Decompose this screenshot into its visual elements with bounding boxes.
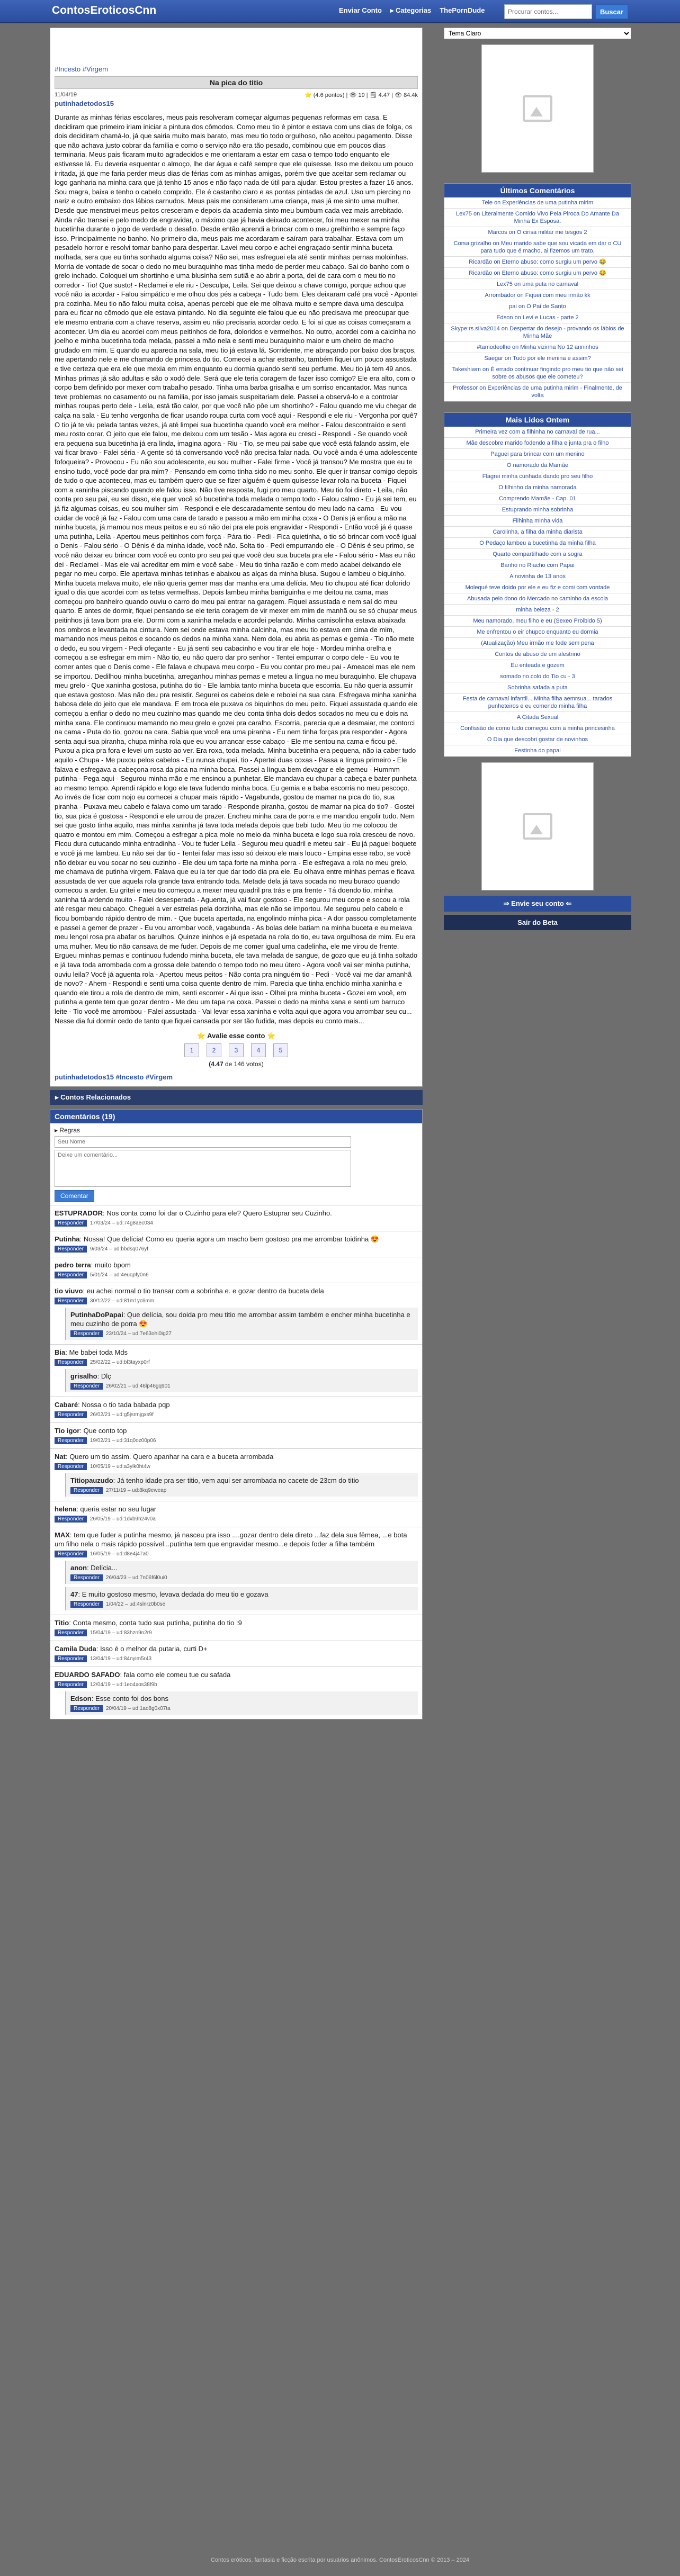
rating-score: (4.47 bbox=[209, 1060, 223, 1068]
search-input[interactable] bbox=[504, 4, 592, 19]
reply-date: 26/04/23 – ud:7n06f6l0ui0 bbox=[105, 1575, 167, 1581]
reply-button[interactable]: Responder bbox=[55, 1551, 87, 1557]
most-read-link[interactable]: Molequé teve doido por ele e eu fiz e comi com vontade bbox=[465, 584, 610, 591]
most-read-item bbox=[444, 427, 631, 438]
reply-button[interactable]: Responder bbox=[70, 1487, 103, 1494]
reply-button[interactable]: Responder bbox=[55, 1272, 87, 1278]
latest-comment-link[interactable]: Skype:rs.silva2014 on Despertar do desejo - provando os lábios de Minha Mãe bbox=[451, 326, 624, 339]
most-read-link[interactable]: Festinha do papai bbox=[514, 747, 561, 754]
comment-text: tio viuvo: eu achei normal o tio transar com a sobrinha e. e gozar dentro da buceta dela bbox=[55, 1287, 324, 1295]
ad-space bbox=[55, 31, 418, 63]
most-read-item bbox=[444, 712, 631, 723]
story-tags bbox=[55, 65, 418, 73]
reply-text: PutinhaDoPapai: Que delícia, sou doida pro meu titio me arrombar assim também e encher minha bucetinha e meu cuzinho de porra 😍 bbox=[70, 1311, 410, 1328]
comment-text: Bia: Me babei toda Mds bbox=[55, 1348, 128, 1357]
comment-body: Isso é o melhor da putaria, curti D+ bbox=[100, 1645, 208, 1653]
comment-item bbox=[50, 1205, 422, 1231]
comment-author: MAX bbox=[55, 1531, 70, 1539]
sidebar-ad-2 bbox=[481, 762, 594, 890]
most-read-link[interactable]: Banho no Riacho com Papai bbox=[500, 562, 575, 569]
latest-comment-link[interactable]: Corsa grizalho on Meu marido sabe que sou vicada em dar o CU para tudo que é macho, ai fizemos um trato. bbox=[453, 240, 622, 254]
most-read-item bbox=[444, 605, 631, 616]
most-read-item bbox=[444, 505, 631, 516]
latest-comment-item bbox=[444, 227, 631, 238]
comment-meta bbox=[55, 1411, 418, 1418]
most-read-item bbox=[444, 516, 631, 527]
latest-comment-item bbox=[444, 312, 631, 323]
story-body bbox=[55, 113, 418, 1025]
most-read-item bbox=[444, 693, 631, 712]
sidebar-ad bbox=[481, 44, 594, 173]
comment-body: Nos conta como foi dar o Cuzinho para ele? Quero Estuprar seu Cuzinho. bbox=[106, 1209, 332, 1218]
latest-comment-link[interactable]: Ricardão on Eterno abuso: como surgiu um pervo 😂 bbox=[469, 270, 606, 276]
most-read-item bbox=[444, 616, 631, 627]
reply-author: anon bbox=[70, 1564, 87, 1572]
rate-button-3[interactable]: 3 bbox=[229, 1043, 244, 1057]
tag-link[interactable]: #Virgem bbox=[82, 65, 108, 73]
comment-body: fala como ele comeu tue cu safada bbox=[123, 1671, 231, 1679]
site-logo[interactable]: ContosEroticosCnn bbox=[52, 4, 157, 16]
reply-text: Edson: Esse conto foi dos bons bbox=[70, 1695, 168, 1703]
related-stories-toggle[interactable]: ▸ Contos Relacionados bbox=[50, 1090, 423, 1105]
comment-item bbox=[50, 1422, 422, 1448]
comment-text: pedro terra: muito bpom bbox=[55, 1261, 131, 1269]
story-stats: ⭐ (4.6 pontos) | 👁 19 | 🗒 4.47 | 👁 84.4k bbox=[305, 92, 418, 98]
most-read-link[interactable]: Estuprando minha sobrinha bbox=[502, 507, 574, 513]
most-read-item bbox=[444, 582, 631, 593]
comment-list bbox=[50, 1205, 422, 1719]
most-read-item bbox=[444, 571, 631, 582]
comment-date: 9/03/24 – ud:bbdsq076yf bbox=[90, 1246, 149, 1253]
latest-comment-item bbox=[444, 268, 631, 279]
comment-reply bbox=[65, 1561, 418, 1584]
reply-body: Dlç bbox=[101, 1372, 111, 1381]
comment-item bbox=[50, 1448, 422, 1501]
reply-date: 23/10/24 – ud:7e63ohi0ig27 bbox=[105, 1331, 172, 1337]
comment-author: Bia bbox=[55, 1348, 66, 1357]
latest-comment-item bbox=[444, 290, 631, 301]
author-link[interactable]: putinhadetodos15 bbox=[55, 100, 114, 107]
reply-body: Delícia... bbox=[91, 1564, 118, 1572]
comment-item bbox=[50, 1615, 422, 1641]
comment-body: Que conto top bbox=[83, 1427, 127, 1435]
comment-text: Tio igor: Que conto top bbox=[55, 1427, 127, 1435]
most-read-link[interactable]: Meu namorado, meu filho e eu (Sexeo Proibido 5) bbox=[473, 618, 602, 624]
most-read-item bbox=[444, 723, 631, 734]
reply-author: PutinhaDoPapai bbox=[70, 1311, 123, 1319]
main-column bbox=[50, 28, 423, 1719]
comment-author: ESTUPRADOR bbox=[55, 1209, 103, 1218]
latest-comments-heading: Últimos Comentários bbox=[444, 184, 631, 197]
reply-date: 1/04/22 – ud:4slnrz0b0se bbox=[105, 1601, 166, 1608]
rate-button-2[interactable]: 2 bbox=[207, 1043, 221, 1057]
comment-meta bbox=[55, 1359, 418, 1366]
reply-body: E muito gostoso mesmo, levava dedada do meu tio e gozava bbox=[82, 1590, 269, 1599]
comments-section bbox=[50, 1109, 423, 1719]
reply-author: grisalho bbox=[70, 1372, 97, 1381]
comment-reply bbox=[65, 1691, 418, 1715]
reply-button[interactable]: Responder bbox=[55, 1516, 87, 1523]
comment-body: Quero um tio assim. Quero apanhar na cara e a buceta arrombada bbox=[69, 1453, 274, 1461]
comment-author: tio viuvo bbox=[55, 1287, 83, 1295]
rating-title: ⭐ Avalie esse conto ⭐ bbox=[196, 1032, 276, 1040]
most-read-panel bbox=[444, 412, 631, 757]
most-read-item bbox=[444, 471, 631, 482]
most-read-item bbox=[444, 682, 631, 693]
comment-author: EDUARDO SAFADO bbox=[55, 1671, 120, 1679]
reply-date: 26/02/21 – ud:46lp46gq901 bbox=[105, 1383, 171, 1390]
latest-comment-link[interactable]: pai on O Pai de Santo bbox=[509, 303, 566, 310]
comment-date: 10/05/19 – ud:a3ylk0ht4w bbox=[90, 1464, 150, 1470]
reply-text: grisalho: Dlç bbox=[70, 1372, 111, 1381]
latest-comment-link[interactable]: Tele on Experiências de uma putinha mirim bbox=[481, 200, 594, 206]
most-read-item bbox=[444, 593, 631, 605]
most-read-item bbox=[444, 527, 631, 538]
most-read-link[interactable]: Confissão de como tudo começou com a minha princesinha bbox=[460, 725, 615, 732]
reply-meta bbox=[70, 1705, 414, 1712]
reply-button[interactable]: Responder bbox=[55, 1411, 87, 1418]
latest-comment-link[interactable]: Ricardão on Eterno abuso: como surgiu um pervo 😂 bbox=[469, 259, 606, 265]
header-bar bbox=[0, 0, 680, 23]
comment-author: Putinha bbox=[55, 1235, 80, 1244]
comment-item bbox=[50, 1527, 422, 1615]
reply-button[interactable]: Responder bbox=[70, 1574, 103, 1581]
comment-body: Me babei toda Mds bbox=[69, 1348, 128, 1357]
most-read-link[interactable]: somado no colo do Tio cu - 3 bbox=[500, 673, 575, 680]
sidebar bbox=[444, 28, 631, 930]
most-read-item bbox=[444, 549, 631, 560]
most-read-link[interactable]: O Pedaço lambeu a bucetinha da minha filha bbox=[479, 540, 596, 546]
most-read-link[interactable]: Festa de carnaval infantil... Minha filha aemrsua... tarados punheteiros e eu comendo minha filha bbox=[462, 696, 613, 709]
most-read-link[interactable]: Mãe descobre marido fodendo a filha e junta pra o filho bbox=[466, 440, 609, 446]
most-read-item bbox=[444, 482, 631, 493]
reply-body: Já tenho idade pra ser titio, vem aqui ser arrombada no cacete de 23cm do titio bbox=[117, 1476, 359, 1485]
tag-link[interactable]: #Virgem bbox=[145, 1073, 173, 1082]
comment-author: Cabaré bbox=[55, 1401, 78, 1409]
most-read-item bbox=[444, 449, 631, 460]
most-read-list bbox=[444, 427, 631, 756]
latest-comment-link[interactable]: Lex75 on uma puta no carnaval bbox=[496, 281, 579, 287]
comment-date: 12/04/19 – ud:1eo4xos38f9b bbox=[90, 1682, 157, 1688]
reply-button[interactable]: Responder bbox=[55, 1629, 87, 1636]
reply-author: Titiopauzudo bbox=[70, 1476, 113, 1485]
latest-comment-link[interactable]: Lex75 on Literalmente Comido Vivo Pela Piroca Do Amante Da Minha Ex Esposa. bbox=[456, 211, 619, 224]
reply-body: Esse conto foi dos bons bbox=[95, 1695, 168, 1703]
nav-send-story[interactable]: Enviar Conto bbox=[339, 6, 382, 14]
comment-item bbox=[50, 1397, 422, 1422]
comment-text: Titio: Conta mesmo, conta tudo sua putinha, putinha do tio :9 bbox=[55, 1619, 242, 1627]
reply-meta bbox=[70, 1330, 414, 1337]
most-read-item bbox=[444, 649, 631, 660]
latest-comment-link[interactable]: Marcos on O cirisa militar me tesgos 2 bbox=[488, 229, 587, 236]
comment-date: 5/01/24 – ud:4euqpfy0n6 bbox=[90, 1272, 149, 1278]
most-read-link[interactable]: Eu enteada e gozem bbox=[511, 662, 565, 669]
comment-reply bbox=[65, 1587, 418, 1610]
comment-body: muito bpom bbox=[94, 1261, 131, 1269]
main-nav bbox=[339, 6, 485, 15]
comment-meta bbox=[55, 1551, 418, 1557]
rating-buttons bbox=[55, 1043, 418, 1057]
comment-author: Titio bbox=[55, 1619, 69, 1627]
reply-button[interactable]: Responder bbox=[55, 1246, 87, 1253]
latest-comment-link[interactable]: Saegar on Tudo por ele menina é assim? bbox=[484, 355, 591, 362]
most-read-link[interactable]: Paguei para brincar com um menino bbox=[490, 451, 585, 457]
reply-date: 20/04/19 – ud:1ao8g0x07ta bbox=[105, 1706, 171, 1712]
most-read-item bbox=[444, 660, 631, 671]
comment-author: Nat bbox=[55, 1453, 66, 1461]
comment-body: queria estar no seu lugar bbox=[80, 1505, 157, 1514]
comment-author: Tio igor bbox=[55, 1427, 80, 1435]
comment-author: Camila Duda bbox=[55, 1645, 96, 1653]
most-read-item bbox=[444, 493, 631, 505]
most-read-link[interactable]: Contos de abuso de um alestrino bbox=[495, 651, 580, 657]
reply-button[interactable]: Responder bbox=[70, 1601, 103, 1608]
comment-text: Cabaré: Nossa o tio tada babada pqp bbox=[55, 1401, 170, 1409]
comment-text: Putinha: Nossa! Que delícia! Como eu queria agora um macho bem gostoso pra me arrombar toidinha 😍 bbox=[55, 1235, 380, 1244]
reply-meta bbox=[70, 1601, 414, 1608]
reply-button[interactable]: Responder bbox=[55, 1463, 87, 1470]
site-footer: Contos eróticos, fantasia e ficção escrita por usuários anônimos. ContosEroticosCnn © 2013 – 2024 bbox=[210, 2557, 470, 2563]
comment-text: Camila Duda: Isso é o melhor da putaria, curti D+ bbox=[55, 1645, 208, 1653]
search-button[interactable]: Buscar bbox=[595, 4, 628, 19]
send-story-button[interactable]: ⇒ Envie seu conto ⇐ bbox=[444, 896, 631, 912]
reply-text: 47: E muito gostoso mesmo, levava dedada do meu tio e gozava bbox=[70, 1590, 269, 1599]
comment-author: helena bbox=[55, 1505, 77, 1514]
theme-select[interactable] bbox=[444, 28, 631, 39]
most-read-link[interactable]: Carolinha, a filha da minha diarista bbox=[493, 529, 583, 535]
latest-comment-link[interactable]: #tamodeolho on Minha vizinha No 12 anninhos bbox=[477, 344, 598, 350]
most-read-item bbox=[444, 734, 631, 745]
comment-meta bbox=[55, 1629, 418, 1636]
reply-button[interactable]: Responder bbox=[55, 1437, 87, 1444]
latest-comment-item bbox=[444, 323, 631, 342]
latest-comment-item bbox=[444, 364, 631, 383]
rules-toggle[interactable]: ▸ Regras bbox=[55, 1127, 80, 1134]
comment-meta bbox=[55, 1246, 418, 1253]
most-read-link[interactable]: Flagrei minha cunhada dando pro seu filho bbox=[482, 473, 593, 480]
most-read-link[interactable]: minha beleza - 2 bbox=[516, 607, 559, 613]
comment-meta bbox=[55, 1655, 418, 1662]
comment-reply bbox=[65, 1308, 418, 1340]
rating-result bbox=[55, 1060, 418, 1068]
latest-comment-item bbox=[444, 353, 631, 364]
reply-meta bbox=[70, 1574, 414, 1581]
author-link-bottom[interactable]: putinhadetodos15 bbox=[55, 1073, 114, 1082]
comment-body: Nossa o tio tada babada pqp bbox=[82, 1401, 170, 1409]
most-read-link[interactable]: Filhinha minha vida bbox=[512, 518, 563, 524]
comment-item bbox=[50, 1231, 422, 1257]
most-read-link[interactable]: O Dia que descobri gostar de novinhos bbox=[487, 736, 588, 743]
rating-box bbox=[55, 1032, 418, 1068]
most-read-item bbox=[444, 627, 631, 638]
comment-date: 16/05/19 – ud:d8e4j47a0 bbox=[90, 1551, 149, 1557]
latest-comment-item bbox=[444, 238, 631, 257]
comment-meta bbox=[55, 1272, 418, 1278]
story-date: 11/04/19 bbox=[55, 92, 77, 98]
most-read-link[interactable]: Abusada pelo dono do Mercado no caminho da escola bbox=[467, 596, 609, 602]
most-read-link[interactable]: (Atualização) Meu irmão me fode sem pena bbox=[481, 640, 594, 646]
image-placeholder-icon bbox=[523, 95, 552, 122]
reply-button[interactable]: Responder bbox=[55, 1655, 87, 1662]
reply-date: 27/11/19 – ud:8kq9eweap bbox=[105, 1488, 167, 1494]
comment-date: 15/04/19 – ud:83hzn9n2r9 bbox=[90, 1630, 152, 1636]
comment-item bbox=[50, 1283, 422, 1344]
comment-item bbox=[50, 1501, 422, 1527]
comment-date: 13/04/19 – ud:84nyim5r43 bbox=[90, 1656, 152, 1662]
latest-comment-item bbox=[444, 209, 631, 227]
comment-form bbox=[50, 1123, 422, 1205]
reply-author: 47 bbox=[70, 1590, 78, 1599]
most-read-link[interactable]: Primeira vez com a filhinha no carnaval de rua... bbox=[475, 429, 600, 435]
comment-date: 30/12/22 – ud:81m1yc6mm bbox=[90, 1298, 155, 1304]
comment-text: helena: queria estar no seu lugar bbox=[55, 1505, 157, 1514]
most-read-link[interactable]: Me enfrentou o eir chupoo enquanto eu dormia bbox=[477, 629, 598, 635]
comment-date: 26/05/19 – ud:1dxb9h24v0a bbox=[90, 1516, 156, 1523]
comment-item bbox=[50, 1641, 422, 1667]
latest-comment-link[interactable]: Professor on Experiências de uma putinha mirim - Finalmente, de volta bbox=[453, 385, 622, 399]
comment-item bbox=[50, 1344, 422, 1397]
comment-author: pedro terra bbox=[55, 1261, 91, 1269]
story-meta bbox=[55, 92, 418, 98]
latest-comment-link[interactable]: Takeshiwm on É errado continuar fingindo pro meu tio que não sei sobre os abusos que ele cometeu? bbox=[452, 366, 623, 380]
most-read-link[interactable]: Comprendo Mamãe - Cap. 01 bbox=[499, 496, 576, 502]
latest-comments-panel bbox=[444, 183, 631, 402]
comment-meta bbox=[55, 1220, 418, 1227]
latest-comment-item bbox=[444, 257, 631, 268]
comments-heading: Comentários (19) bbox=[50, 1110, 422, 1123]
most-read-item bbox=[444, 638, 631, 649]
reply-button[interactable]: Responder bbox=[70, 1705, 103, 1712]
reply-author: Edson bbox=[70, 1695, 92, 1703]
story-paragraph: Durante as minhas férias escolares, meus pais resolveram começar algumas pequenas reformas em casa. E decidiram que primeiro iriam iniciar a pintura dos cômodos. Como meu tio é pintor e estava com uns dias de folga, os dois decidiram chamá-lo, já que sairia muito mais barato, mas meu tio todo orgulhoso, não aceitou pagamento. Disse que não achava justo cobrar da família e como o serviço não era tão pesado, combinou que em poucos dias terminaria. Meus pais ficaram muito agradecidos e me orientaram a estar em casa o tempo todo enquanto ele estivesse lá. Eu deveria esquentar o almoço, lhe dar água e café sempre que ele quisesse. Isso me deixou um pouco irritada, já que me faria perder meus dias de férias com as minhas amigas, porém tive que aceitar sem reclamar ou logo ganharia na minha cara que já tenho 15 anos e não faço nada de útil para ajudar. Estou prestes a fazer 16 anos. Sou magra, baixa e tenho o cabelo comprido. Ele é castanho claro e as pontas pintadas de azul. Uso um piercing no nariz e outro embaixo dos lábios carnudos. Meus pais me consideram uma criança, mas já me sinto uma mulher. Desde que menstruei meus peitos cresceram e depois da academia sinto meu bumbum cada vez mais arrebitado. Ainda não transei e pelo medo de engravidar, o máximo que já havia deixado acontecer, foi meu mexer na minha bucetinha durante o jogo de verdade o desafio. Desde então aprendi a brincar com o meu grelhinho e sempre faço isso. Principalmente no banho. No primeiro dia, meus pais me acordaram e saíram para trabalhar. Estava com um pesadelo horror e resolvi tomar banho para despertar. Lavei meu corpo e achei engraçado sentir minha buceta molhada, sera que eu tinha sonhado alguma coisa? Não sei, mas esfreguei ela até sentir minhas pernas moloinhas. Morria de vontade de socar o dedo no meu buraquinho mas tinha medo de perder meu cabaço. Sai do banho com o grelo inchado. Coloquei um shortinho e uma blusinha sem sutiã e ao abrir a porta, dei de cara com o meu tio no corredor - Tio! Que susto! - Reclamei e ele riu - Desculpa, Leila. Sei que deixou a chave comigo, porque achou que você não ia acordar - Falou simpático e me olhou dos pés a cabeça - Tudo bem. Eles deixaram café pra você - Apontei pra cozinha. Meu tio não falou muita coisa, apenas percebi que ele me olhava muito e sempre dava uma desculpa para eu ficar no cômodo que ele estava pintando. No dia seguinte ele falou que eu não precisava me preocupar que ele mesmo entraria com a chave reserva, assim eu não precisaria acordar cedo. E foi aí que as coisas começaram a acontecer. Um dia eu acordei com meus peitinhos de fora, doloridos e vermelhos. No outro, acordei com a calcinha no joelho e minha bucetinha toda melada, passei a mão nela e senti meu buraquinho maior e um cheiro de macho grudado em mim. E quando eu aparecia na sala, meu tio já estava lá. Sorridente, me abraçando por baixo dos braços, me apertando nele e me chamando de princesa do tio. Comecei a achar estranho, também fiquei um pouco assustada e tive certeza que era ele que mexia em mim enquanto eu dormia quando senti seu perfume. Meu tio já tem 49 anos. Minhas primas já são adultas e são o xodó dele. Será que ele teria coragem de fazer isso comigo? Ele era alto, com o corpo bem definido por mexer com trabalho pesado. Tinha uma barba grisalha e um sorriso encantador. Mas nunca teve problemas no casamento ou na família, por isso jamais suspeitariam dele. Passei a observá-lo e a controlar minhas roupas perto dele - Leila, está tão calor, por que você não pôe um shortinho? - Falou quando me viu chegar de calça na sala - Eu tenho vergonha de ficar usando roupa curta com você aqui - Respondi e ele riu - Vergonha por quê? O tio já te viu pelada tantas vezes, já até limpei sua bucetinha quando você era melhor - Falou descontraído e senti meu rosto corar. O jeito que ele falou, me deixou com um tesão - Mas agora eu cresci - Respondi - Se quando você era pequena sua bucetinha já era linda, imagina agora - Riu - Tio, se meu pai sabe que você está falando assim, ele vai ficar bravo - Falei séria - A gente só tá conversando você não precisa falar nada. Ou você ainda é uma adolescente fofoqueira? - Provocou - Eu não sou adolescente, eu sou mulher - Falei firme - Você já transou? Me mostra que eu te ensino tudo, você pode dar pra mim? - Pensando em como tinha sido no meu sonho. Ele quer ir transar comigo depois de tudo o que aconteceu, mas eu também quero que se fizer alguém é quem quisesse levar rola na buceta - Fiquei com a xaninha piscando quando ele falou isso. Não tive resposta, fugi pro meu quarto. Meu tio foi direto - Leila, não conta pro seu pai, eu sei disso, ele quer você só bucetinha toda melada o tempo todo - Falou calmo - Eu já sei tem, eu já fiz algumas coisas, eu sou mulher sim - Respondi e ele descaradamente sentou do meu lado na cama - Eu vou cuidar de você já faz - Falou com uma cara de tarado e passou a mão em minha coxa - O Denis já enfiou a mão na minha buceta, já mamou nos meus peitos e eu só não dei pra ele pois engravidar - Respondi - Então você já é quase uma putinha, Leila - Apertou meus peitinhos com força - Pára tio - Pedi - Fica quietinha, o tio só brincar com você igual o Denis - Falou sério - O Dênis é da minha idade, você não. Solta tio - Pedi empurrando ele - O Dênis é seu primo, se você não deixar eu brincar com você eu conto pro seu pai que você deu sua buceta pra ele - Falou sério - Mas eu não dei - Reclamei - Mas ele vai acreditar em mim e você sabe - Meu tio tinha razão e com medo acabei deixando ele pegar no meu corpo. Ele apertava minhas tetinhas e abaixou as alças da minha blusa. Sugou e lambeu o biquinho. Minha buceta melava muito, ele não queria gemer mas dar manha era uma delícia. Meu tio chupou até ficar dolorido igual o dia que acordei com as tetas vermelhas. Depois lambeu minha barriguinha e me deitou na cama, mas começou pro banheiro quando ouviu o carro do meu pai entrar na garagem. Fiquei assustada e nem saí do meu quarto. E antes de dormir, fiquei pensando se ele teria coragem de vir mexer em mim de manhã ou se só chupar meus peitinhos já tava bom pra ele. Dormi com a xaninha melada e acordei pelando. Minha camisolinha estava abaixada nos ombros e levantada na cintura. Nem sei onde estava minha calcinha, mas meu tio estava em cima de mim, mamando nos meus peitos e socando os dedos na minha xana. Nem dola, eu abria as pernas e gemia - Tio não mete o dedo, eu sou virgem - Pedi ofegante - Eu já senti seu cabacinho e vou tirar ele hoje - Mordeu minha orelha e começou a se esfregar em mim - Não tio, eu não quero dar pro senhor - Tentei empurrar o corpo dele - Eu vou te comer antes que o Denis come - Ele falava e chupava meu corpo - Eu vou contar pro meu pai - Ameacei mas ele nem se importou. Dedilhou minha bucetinha, arreganhou minhas pernas e meteu a língua no meu buraquinho. Ele chupava meu grelo - Que xaninha gostosa, putinha do tio - Ele lambia tanto minha buceta que escorria. Eu não queria assumir que estava gostoso. Mas não deu pra resistir. Segurei os cabelos dele e rebolei na sua cara. Esfregava minha xaninha babosa dele do jeito que ele mandava. E em troca ele puxava os biquinhos do meu peito. Fiquei assustada quando ele começou a enfiar o dedo no meu cuzinho mas quando me deu conta tinha dois dedos socados no meu cu e dois na minha xana. Ele continuou mamando no meu grelo e gozei pra caralho. Escorria, parecia que a desmaiar, me contorci na cama - Puta do tio, gozou na cara. Sabia que você era uma piranha - Eu nem tinha forças pra responder - Agora senta aqui sua piranha, chupa minha rola que eu vou arrancar esse cabaço - Ele me sentou na cama e ficou pé. Puxou a pica pra fora e levei um susto ao ver. Era roxa, toda melada. Minha bucetinha era pequena, não ia caber tudo aquilo - Chupa - Me puxou pelos cabelos - Eu nunca chupei, tio - Apertei duas coxas - Passa a língua primeiro - Ele falava e esfregava a cabeçona rosa da pica na minha boca. Passei a língua bem devagar e ele gemeu - Hummm putinha - Pega aqui - Segurou minha mão e me ensinou a punhetar. Ele mandava eu chupar a cabeça e bater punheta ao mesmo tempo. Aprendi rápido e logo ele tava fudendo minha boca. Eu gemia e a baba escorria no meu pescoço. Ao invés de ficar com nojo eu comecei a chupar mais rápido - Vagabunda, gostou de mamar na pica do tio, sua piranha - Puxava meu cabelo e falava como um tarado - Responde piranha, gostou de mamar na pica do tio? - Gostei tio, sua pica é gostosa - Respondi e ele urrou de prazer. Encheu minha cara de porra e me mandou engolir tudo. Nem sei que gosto tinha aquilo, mas minha xaninha já tava toda melada depois que bebi tudo. Meu tio me colocou de quatro e montou em mim. Começou a esfregar a pica mole no meio da minha buceta e logo sua rola cresceu de novo. Ficou dura cutucando minha entradinha - Vou te fuder Leila - Segurou meu quadril e meteu sair - Eu já paguei boquete e você já me lambeu. Eu não sei dar tio - Tentei falar mas isso só deixou ele mais louco - Empina esse rabo, se você não deixar eu vou socar no seu cuzinho - Ele deu um tapa forte na minha porra - Ele esfregava a rola no meu grelo, me chamava de putinha virgem. Falava que eu ia ter que dar todo dia pra ele. Eu olhava entre minhas pernas e ficava assustada de ver que aquela rola grande tava entrando toda. Metade dela já tava socada no meu buraco quando comecou a arder. Eu gritei e meu tio começou a mexer meu quadril pra trás e pra frente - Tá doendo tio, minha xaninha tá ardendo muito - Falei desesperada - Aguenta, já vai ficar gostoso - Ele segurou meu corpo e socou a rola até resgar meu cabaço. Cheguei a ver estrelas pela dorzinha, mas ele não se importou. Me segurou pelo cabelo e ficou bombando rápido dentro de mim. - Que buceta apertada, na engolindo minha pica - A dor passou completamente e passei a gemer de prazer - Eu vou arrombar você, vagabunda - As bolas dele batiam na minha buceta e eu melava meu lençol rosa pra abafar os barulhos. Quinze ininhos e já espetada na rola do tio, eu tava orgulhosa de mim. Eu era uma mulher. Meu tio não cansava de me fuder. Depois de me comer igual uma cadelinha, ele me virou de frente. Ergueu minhas pernas e continuou fudendo minha buceta, ele tava melada de sangue, de gozo que eu já tinha soltado e já tava toda arrombada com a grossa dele batendo o tempo todo no meu útero - Agora você vai ser minha putinha, ouviu leila? Você já aguenta rola - Apertou meus peitos - Não conta pra ninguém tio - Pedi - Você vai me dar amanhã de novo? - Ahem - Respondi e senti uma coisa quente dentro de mim. Parecia que tinha enchido minha xaninha e quando ele tirou a rola de dentro de mim, senti escorrer - Ai que isso - Olhei pra minha buceta - Gozei em você, em putinha a gente tem que gozar dentro - Me deu um tapa na coxa. Passei o dedo na minha xana e senti um barruco leite - Tio você me arrombou - Falei assustada - Vai levar essa xaninha e volta aqui que agora vou arrombar seu cu... Nesse dia fui dormir cedo de tanto que fiquei cansada por ser tão fudida, mas depois eu conto mais... bbox=[55, 113, 418, 1025]
reply-button[interactable]: Responder bbox=[70, 1383, 103, 1390]
reply-meta bbox=[70, 1487, 414, 1494]
exit-beta-button[interactable]: Sair do Beta bbox=[444, 915, 631, 930]
comment-date: 17/03/24 – ud:74g8aec034 bbox=[90, 1220, 153, 1227]
story-title: Na pica do titio bbox=[55, 76, 418, 89]
comment-meta bbox=[55, 1298, 418, 1304]
comment-body: eu achei normal o tio transar com a sobrinha e. e gozar dentro da buceta dela bbox=[86, 1287, 324, 1295]
latest-comment-item bbox=[444, 301, 631, 312]
latest-comment-item bbox=[444, 279, 631, 290]
story-footer-tags bbox=[55, 1073, 418, 1081]
reply-text: Titiopauzudo: Já tenho idade pra ser titio, vem aqui ser arrombada no cacete de 23cm do titio bbox=[70, 1476, 359, 1485]
comment-meta bbox=[55, 1516, 418, 1523]
most-read-link[interactable]: Quarto compartilhado com a sogra bbox=[493, 551, 583, 557]
comment-meta bbox=[55, 1681, 418, 1688]
image-placeholder-icon bbox=[523, 813, 552, 840]
most-read-heading: Mais Lidos Ontem bbox=[444, 413, 631, 427]
latest-comment-link[interactable]: Edson on Levi e Lucas - parte 2 bbox=[496, 314, 579, 321]
comment-reply bbox=[65, 1369, 418, 1392]
latest-comment-item bbox=[444, 383, 631, 401]
most-read-item bbox=[444, 671, 631, 682]
comment-submit-button[interactable]: Comentar bbox=[55, 1190, 94, 1202]
comment-body: Nossa! Que delícia! Como eu queria agora um macho bem gostoso pra me arrombar toidinha 😍 bbox=[83, 1235, 380, 1244]
reply-text: anon: Delícia... bbox=[70, 1564, 118, 1572]
most-read-link[interactable]: Sobrinha safada a puta bbox=[507, 684, 568, 691]
comment-name-input[interactable] bbox=[55, 1136, 351, 1148]
reply-body: Que delícia, sou doida pro meu titio me arrombar assim também e encher minha bucetinha e meu cuzinho de porra 😍 bbox=[70, 1311, 410, 1328]
reply-button[interactable]: Responder bbox=[55, 1298, 87, 1304]
comment-reply bbox=[65, 1473, 418, 1497]
tag-link[interactable]: #Incesto bbox=[55, 65, 81, 73]
comment-meta bbox=[55, 1437, 418, 1444]
rating-votes: de 146 votos) bbox=[225, 1060, 264, 1068]
rate-button-4[interactable]: 4 bbox=[251, 1043, 266, 1057]
most-read-link[interactable]: O filhinho da minha namorada bbox=[498, 484, 577, 491]
tag-link[interactable]: #Incesto bbox=[115, 1073, 144, 1082]
comment-date: 19/02/21 – ud:31q0oz00p06 bbox=[90, 1438, 156, 1444]
latest-comments-list bbox=[444, 197, 631, 401]
nav-categories[interactable]: ▸ Categorias bbox=[390, 6, 432, 14]
comment-text: EDUARDO SAFADO: fala como ele comeu tue cu safada bbox=[55, 1671, 231, 1679]
nav-theporndude[interactable]: ThePornDude bbox=[440, 6, 485, 14]
comment-item bbox=[50, 1667, 422, 1719]
most-read-item bbox=[444, 460, 631, 471]
comment-text: ESTUPRADOR: Nos conta como foi dar o Cuzinho para ele? Quero Estuprar seu Cuzinho. bbox=[55, 1209, 332, 1218]
reply-button[interactable]: Responder bbox=[55, 1359, 87, 1366]
comment-item bbox=[50, 1257, 422, 1283]
most-read-link[interactable]: A novinha de 13 anos bbox=[509, 573, 566, 580]
comment-text-input[interactable] bbox=[55, 1150, 351, 1187]
reply-button[interactable]: Responder bbox=[55, 1220, 87, 1227]
most-read-link[interactable]: O namorado da Mamãe bbox=[506, 462, 569, 469]
reply-button[interactable]: Responder bbox=[70, 1330, 103, 1337]
reply-button[interactable]: Responder bbox=[55, 1681, 87, 1688]
comment-date: 26/02/21 – ud:g5jsrmjgxs9f bbox=[90, 1412, 154, 1418]
most-read-item bbox=[444, 438, 631, 449]
comment-body: tem que fuder a putinha mesmo, já nasceu pra isso ....gozar dentro dela direto ...faz dela sua fêmea, ...e bota um filho nela o mais rápido possível...putinha tem que engravidar mesmo...e depois foder a filha também bbox=[55, 1531, 407, 1548]
most-read-item bbox=[444, 560, 631, 571]
rate-button-5[interactable]: 5 bbox=[273, 1043, 288, 1057]
comment-text: MAX: tem que fuder a putinha mesmo, já nasceu pra isso ....gozar dentro dela direto ...faz dela sua fêmea, ...e bota um filho nela o mais rápido possível...putinha tem que engravidar mesmo...e depois foder a filha também bbox=[55, 1531, 407, 1548]
reply-meta bbox=[70, 1383, 414, 1390]
rate-button-1[interactable]: 1 bbox=[184, 1043, 199, 1057]
comment-body: Conta mesmo, conta tudo sua putinha, putinha do tio :9 bbox=[73, 1619, 242, 1627]
most-read-link[interactable]: A Citada Sexual bbox=[516, 714, 559, 720]
most-read-item bbox=[444, 538, 631, 549]
comment-meta bbox=[55, 1463, 418, 1470]
most-read-item bbox=[444, 745, 631, 756]
comment-text: Nat: Quero um tio assim. Quero apanhar na cara e a buceta arrombada bbox=[55, 1453, 274, 1461]
latest-comment-item bbox=[444, 342, 631, 353]
latest-comment-link[interactable]: Arrombador on Fiquei com meu irmão kk bbox=[485, 292, 590, 299]
comment-date: 25/02/22 – ud:bl3tayxp0rf bbox=[90, 1359, 150, 1366]
latest-comment-item bbox=[444, 197, 631, 209]
story-container bbox=[50, 28, 423, 1087]
